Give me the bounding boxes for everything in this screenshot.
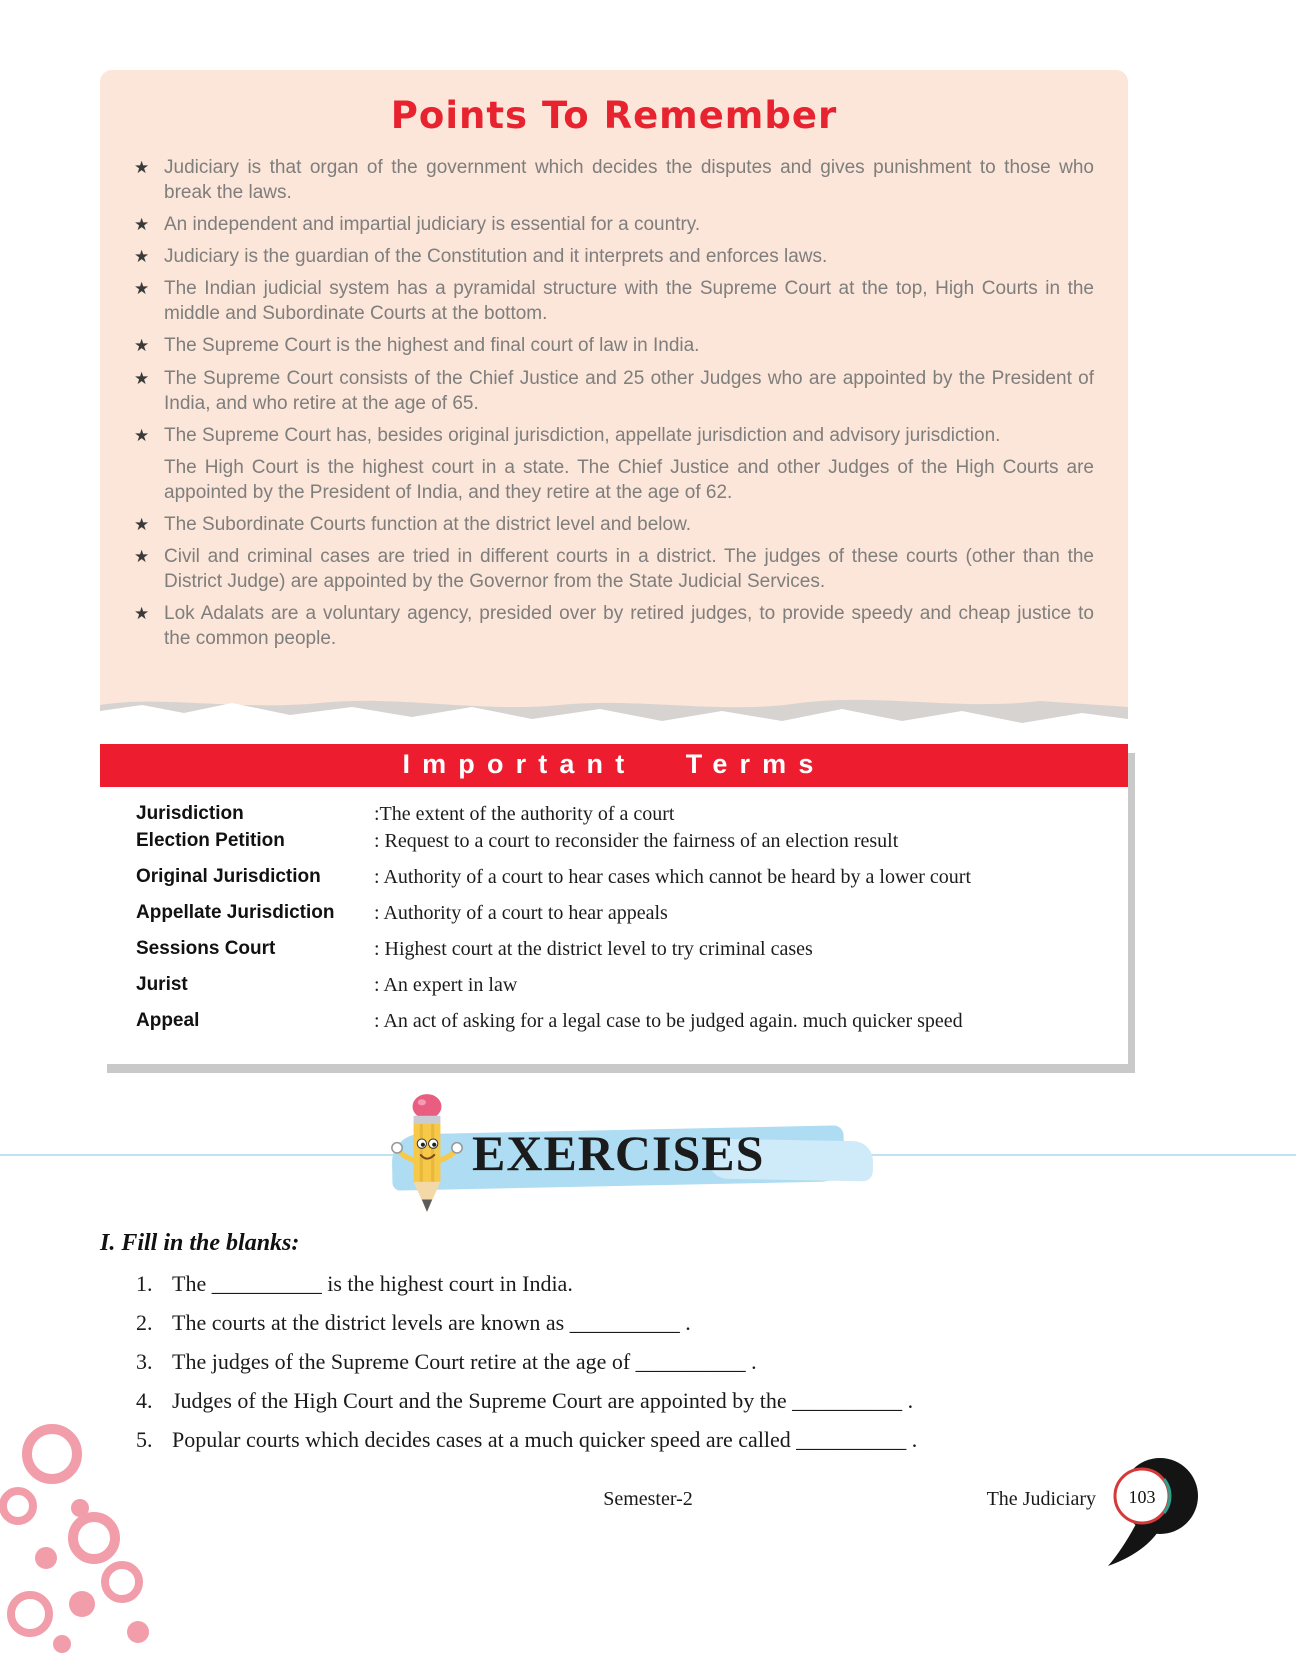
- question-text: The judges of the Supreme Court retire at the age of __________ .: [172, 1349, 757, 1375]
- torn-paper-edge: [100, 675, 1128, 729]
- point-item: [134, 155, 1094, 205]
- question-number: 1.: [136, 1271, 153, 1297]
- question-number: 5.: [136, 1427, 153, 1453]
- term-row: [100, 974, 1128, 997]
- star-bullet-icon: ★: [134, 425, 150, 445]
- point-item: [134, 276, 1094, 326]
- point-text: The Supreme Court is the highest and final court of law in India.: [164, 335, 700, 357]
- point-text: The Indian judicial system has a pyramidal structure with the Supreme Court at the top, High Courts in the middle and Subordinate Courts at the bottom.: [164, 278, 1094, 325]
- important-terms-banner: Important Terms: [100, 744, 1128, 787]
- important-terms-card: [100, 744, 1128, 1064]
- point-text: The Subordinate Courts function at the district level and below.: [164, 513, 692, 535]
- point-text: The High Court is the highest court in a state. The Chief Justice and other Judges of the High Courts are appointed by the President of India, and they retire at the age of 62.: [164, 456, 1094, 503]
- term-label: Appellate Jurisdiction: [136, 902, 335, 924]
- exercises-heading: EXERCISES: [472, 1125, 765, 1182]
- point-text: Judiciary is that organ of the government which decides the disputes and gives punishment to those who break the laws.: [164, 157, 1094, 204]
- term-row: [100, 866, 1128, 889]
- footer-semester: Semester-2: [603, 1488, 693, 1510]
- question-text: Judges of the High Court and the Supreme Court are appointed by the __________ .: [172, 1388, 914, 1414]
- points-to-remember-box: [100, 70, 1128, 728]
- point-text: Lok Adalats are a voluntary agency, presided over by retired judges, to provide speedy and cheap justice to the common people.: [164, 603, 1094, 650]
- point-text: The Supreme Court has, besides original jurisdiction, appellate jurisdiction and advisory jurisdiction.: [164, 424, 1001, 446]
- term-definition: : Highest court at the district level to try criminal cases: [374, 938, 813, 961]
- fill-in-the-blanks-section: [100, 1230, 1128, 1453]
- point-item: [134, 544, 1094, 594]
- term-definition: : Authority of a court to hear cases which cannot be heard by a lower court: [374, 866, 972, 889]
- point-item: [134, 601, 1094, 651]
- question-number: 2.: [136, 1310, 153, 1336]
- point-text: An independent and impartial judiciary is essential for a country.: [164, 214, 701, 236]
- term-definition: : Request to a court to reconsider the fairness of an election result: [374, 830, 899, 853]
- term-definition: :The extent of the authority of a court: [374, 803, 675, 826]
- term-label: Jurist: [136, 974, 188, 996]
- term-label: Appeal: [136, 1010, 200, 1032]
- page-number: 103: [1128, 1487, 1156, 1507]
- term-label: Original Jurisdiction: [136, 866, 321, 888]
- decorative-circles: [0, 1416, 190, 1656]
- term-row: [100, 803, 1128, 826]
- point-item: [134, 244, 1094, 269]
- point-text: The Supreme Court consists of the Chief Justice and 25 other Judges who are appointed by the President of India, and who retire at the age of 65.: [164, 367, 1094, 414]
- term-label: Jurisdiction: [136, 803, 244, 825]
- page-number-badge: [1100, 1456, 1202, 1568]
- star-bullet-icon: ★: [134, 336, 150, 356]
- term-row: [100, 1010, 1128, 1033]
- exercises-band: [0, 1090, 1296, 1220]
- term-label: Election Petition: [136, 830, 285, 852]
- term-row: [100, 830, 1128, 853]
- point-text: Civil and criminal cases are tried in different courts in a district. The judges of these courts (other than the District Judge) are appointed by the Governor from the State Judicial Services.: [164, 546, 1094, 593]
- point-text: Judiciary is the guardian of the Constitution and it interprets and enforces laws.: [164, 246, 828, 268]
- point-item: [134, 423, 1094, 448]
- question-item: [136, 1271, 1128, 1297]
- question-item: [136, 1427, 1128, 1453]
- star-bullet-icon: ★: [134, 158, 150, 177]
- points-title: Points To Remember: [390, 94, 838, 137]
- section-title: I. Fill in the blanks:: [100, 1230, 300, 1257]
- term-definition: : An act of asking for a legal case to be judged again. much quicker speed: [374, 1010, 963, 1033]
- term-definition: : An expert in law: [374, 974, 518, 997]
- star-bullet-icon: ★: [134, 514, 150, 534]
- star-bullet-icon: ★: [134, 247, 150, 267]
- point-item: [134, 212, 1094, 237]
- question-text: The courts at the district levels are known as __________ .: [172, 1310, 691, 1336]
- question-text: The __________ is the highest court in India.: [172, 1271, 573, 1297]
- term-row: [100, 938, 1128, 961]
- question-text: Popular courts which decides cases at a much quicker speed are called __________ .: [172, 1427, 918, 1453]
- point-item: [134, 455, 1094, 505]
- point-item: [134, 366, 1094, 416]
- question-number: 4.: [136, 1388, 153, 1414]
- star-bullet-icon: ★: [134, 368, 150, 388]
- star-bullet-icon-hidden: [134, 455, 164, 458]
- term-definition: : Authority of a court to hear appeals: [374, 902, 668, 925]
- point-item: [134, 512, 1094, 537]
- question-item: [136, 1310, 1128, 1336]
- star-bullet-icon: ★: [134, 604, 150, 624]
- term-row: [100, 902, 1128, 925]
- footer-chapter-title: The Judiciary: [986, 1488, 1096, 1510]
- star-bullet-icon: ★: [134, 215, 150, 235]
- star-bullet-icon: ★: [134, 547, 150, 567]
- question-item: [136, 1349, 1128, 1375]
- exercises-heading-group: [378, 1092, 878, 1216]
- question-number: 3.: [136, 1349, 153, 1375]
- question-item: [136, 1388, 1128, 1414]
- point-item: [134, 333, 1094, 358]
- pencil-mascot-icon: [384, 1092, 470, 1216]
- term-label: Sessions Court: [136, 938, 276, 960]
- star-bullet-icon: ★: [134, 279, 150, 299]
